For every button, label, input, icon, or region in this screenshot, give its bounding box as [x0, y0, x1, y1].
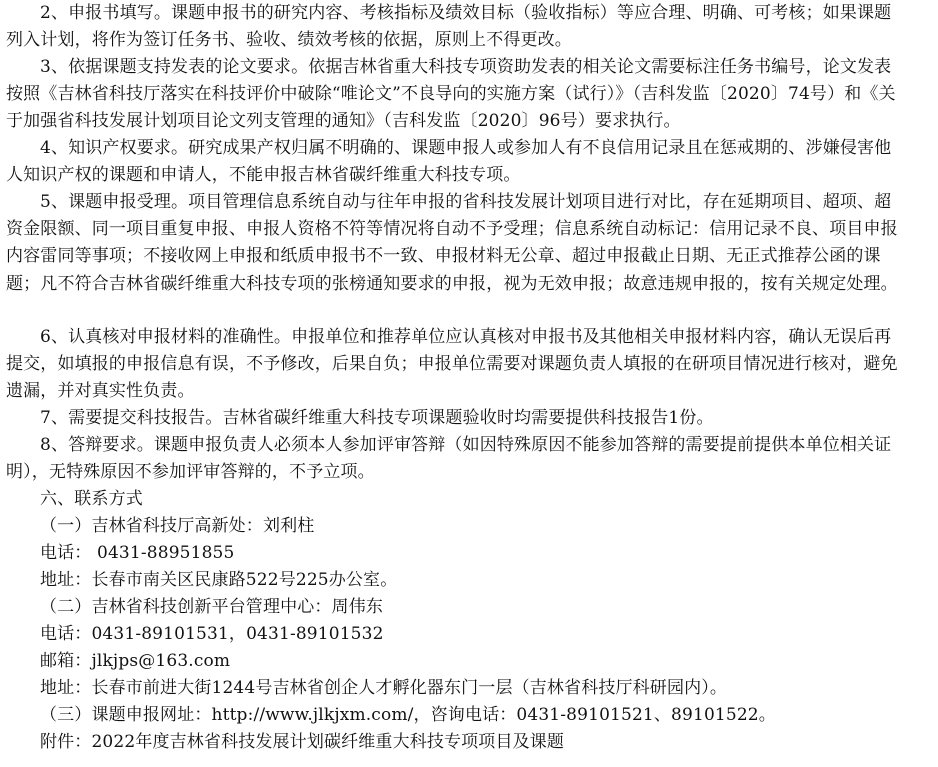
contact-heading: 六、联系方式: [40, 489, 143, 509]
contact-address-2: 地址：长春市前进大街1244号吉林省创企人才孵化器东门一层（吉林省科技厅科研园内）。: [40, 678, 728, 698]
paragraph-4-ip-requirements: 4、知识产权要求。研究成果产权归属不明确的、课题申报人或参加人有不良信用记录且在惩戒期的、涉嫌侵害他人知识产权的课题和申请人，不能申报吉林省碳纤维重大科技专项。: [6, 138, 892, 186]
paragraph-3-paper-requirements: 3、依据课题支持发表的论文要求。依据吉林省重大科技专项资助发表的相关论文需要标注任务书编号，论文发表按照《吉林省科技厅落实在科技评价中破除“唯论文”不良导向的实施方案（试行）》（吉科发监〔2020〕74号）和《关于加强省科技发展计划项目论文列支管理的通知》（吉科发监〔2020〕96号）要求执行。: [6, 57, 896, 132]
paragraph-6-verify-materials: 6、认真核对申报材料的准确性。申报单位和推荐单位应认真核对申报书及其他相关申报材料内容，确认无误后再提交，如填报的申报信息有误，不予修改，后果自负；申报单位需要对课题负责人填报的在研项目情况进行核对，避免遗漏，并对真实性负责。: [6, 327, 898, 402]
paragraph-7-tech-report: 7、需要提交科技报告。吉林省碳纤维重大科技专项课题验收时均需要提供科技报告1份。: [40, 408, 714, 428]
contact-office-1: （一）吉林省科技厅高新处：刘利柱: [40, 516, 315, 536]
paragraph-2-application-filling: 2、申报书填写。课题申报书的研究内容、考核指标及绩效目标（验收指标）等应合理、明确、可考核；如果课题列入计划，将作为签订任务书、验收、绩效考核的依据，原则上不得更改。: [6, 3, 892, 51]
contact-phone-2: 电话：0431-89101531，0431-89101532: [40, 624, 384, 644]
paragraph-5-application-acceptance: 5、课题申报受理。项目管理信息系统自动与往年申报的省科技发展计划项目进行对比，存在延期项目、超项、超资金限额、同一项目重复申报、申报人资格不符等情况将自动不予受理；信息系统自动标记：信用记录不良、项目申报内容雷同等事项；不接收网上申报和纸质申报书不一致、申报材料无公章、超过申报截止日期、无正式推荐公函的课题；凡不符合吉林省碳纤维重大科技专项的张榜通知要求的申报，视为无效申报；故意违规申报的，按有关规定处理。: [6, 192, 898, 294]
application-website-line: （三）课题申报网址：http://www.jlkjxm.com/，咨询电话：0431-89101521、89101522。: [40, 705, 776, 725]
paragraph-8-defense: 8、答辩要求。课题申报负责人必须本人参加评审答辩（如因特殊原因不能参加答辩的需要提前提供本单位相关证明），无特殊原因不参加评审答辩的，不予立项。: [6, 435, 892, 483]
contact-address-1: 地址：长春市南关区民康路522号225办公室。: [40, 570, 398, 590]
attachment-line: 附件：2022年度吉林省科技发展计划碳纤维重大科技专项项目及课题: [40, 732, 565, 752]
contact-email: 邮箱：jlkjps@163.com: [40, 651, 231, 671]
contact-phone-1: 电话： 0431-88951855: [40, 543, 235, 563]
contact-office-2: （二）吉林省科技创新平台管理中心：周伟东: [40, 597, 383, 617]
